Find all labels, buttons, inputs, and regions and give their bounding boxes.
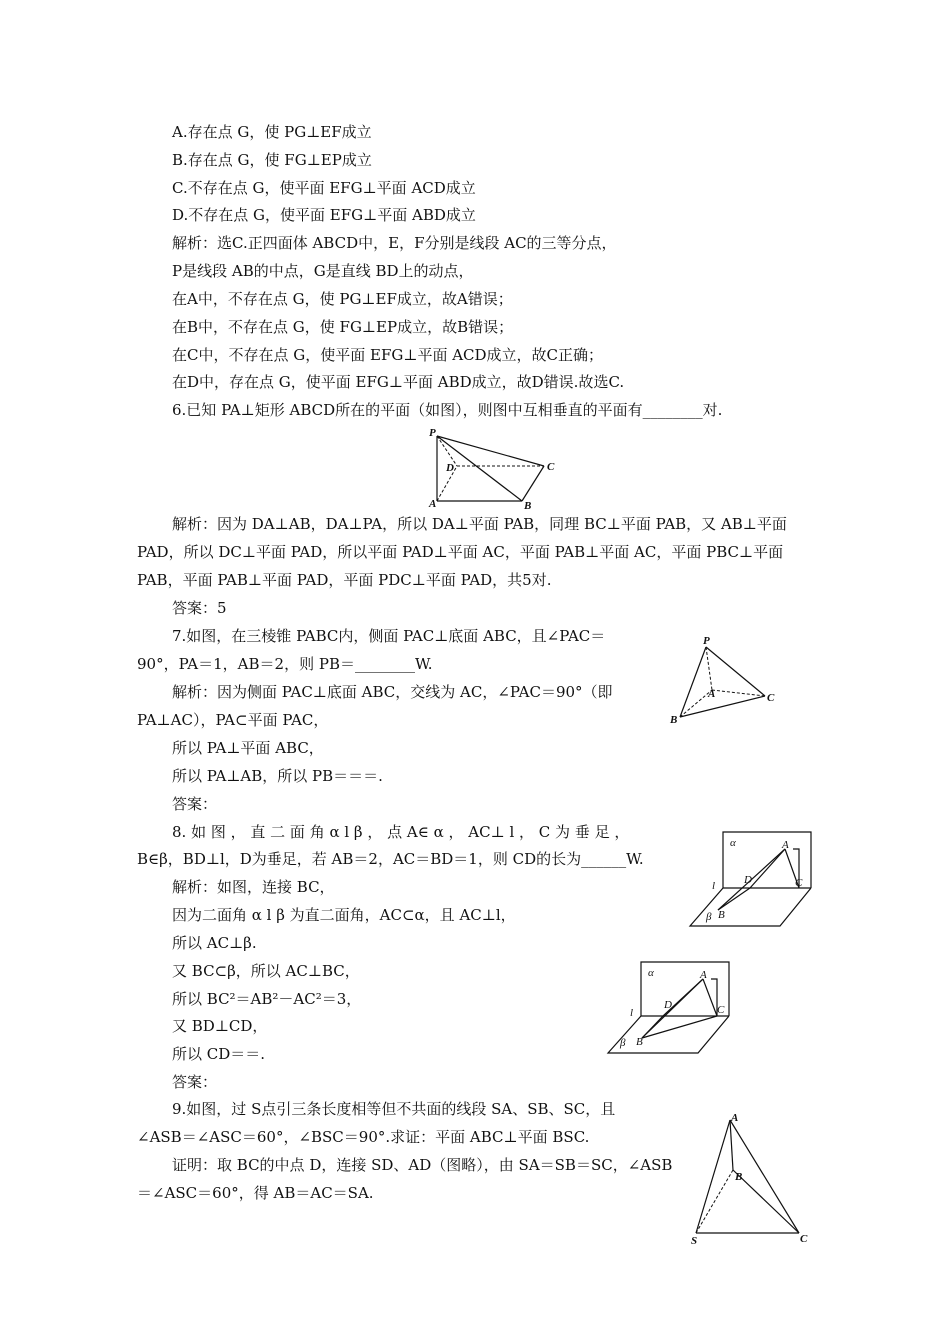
figure-rect-pyramid bbox=[420, 426, 560, 512]
text-line: PAB，平面 PAB⊥平面 PAD，平面 PDC⊥平面 PAD，共5对. bbox=[137, 571, 552, 589]
text-line: PA⊥AC），PA⊂平面 PAC， bbox=[137, 711, 329, 729]
point-label: A bbox=[708, 688, 716, 700]
text-line: 所以 AC⊥β. bbox=[172, 934, 257, 952]
point-label: P bbox=[429, 427, 436, 439]
point-label: D bbox=[744, 874, 752, 886]
text-line: P是线段 AB的中点，G是直线 BD上的动点， bbox=[172, 262, 474, 280]
text-line: 9.如图，过 S点引三条长度相等但不共面的线段 SA、SB、SC，且 bbox=[172, 1100, 616, 1118]
text-line: 又 BC⊂β，所以 AC⊥BC， bbox=[172, 962, 360, 980]
text-line: 在D中，存在点 G，使平面 EFG⊥平面 ABD成立，故D错误.故选C. bbox=[172, 373, 625, 391]
plane-label: β bbox=[620, 1037, 626, 1049]
point-label: C bbox=[767, 692, 775, 704]
text-line: 在B中，不存在点 G，使 FG⊥EP成立，故B错误； bbox=[172, 318, 514, 336]
text-line: 解析：因为 DA⊥AB，DA⊥PA，所以 DA⊥平面 PAB，同理 BC⊥平面 PAB，又 AB⊥平面 bbox=[172, 515, 787, 533]
point-label: C bbox=[795, 877, 803, 889]
point-label: C bbox=[717, 1004, 725, 1016]
point-label: D bbox=[664, 999, 672, 1011]
text-line: ＝∠ASC＝60°，得 AB＝AC＝SA. bbox=[137, 1184, 374, 1202]
point-label: S bbox=[691, 1235, 698, 1247]
text-line: 6.已知 PA⊥矩形 ABCD所在的平面（如图），则图中互相垂直的平面有________对. bbox=[172, 401, 723, 419]
text-line: B.存在点 G，使 FG⊥EP成立 bbox=[172, 151, 372, 169]
point-label: B bbox=[670, 714, 678, 726]
text-line: 又 BD⊥CD， bbox=[172, 1017, 268, 1035]
text-line: 证明：取 BC的中点 D，连接 SD、AD（图略），由 SA＝SB＝SC，∠ASB bbox=[172, 1156, 673, 1174]
point-label: B bbox=[524, 500, 532, 512]
point-label: D bbox=[446, 462, 454, 474]
text-line: C.不存在点 G，使平面 EFG⊥平面 ACD成立 bbox=[172, 179, 476, 197]
point-label: P bbox=[703, 635, 710, 647]
point-label: A bbox=[429, 498, 437, 510]
text-line: 解析：选C.正四面体 ABCD中，E，F分别是线段 AC的三等分点， bbox=[172, 234, 617, 252]
point-label: B bbox=[718, 909, 725, 921]
text-line: 解析：因为侧面 PAC⊥底面 ABC，交线为 AC，∠PAC＝90°（即 bbox=[172, 683, 613, 701]
text-line: 所以 BC²＝AB²－AC²＝3， bbox=[172, 990, 362, 1008]
text-line: 答案：5 bbox=[172, 599, 227, 617]
text-line: 答案： bbox=[172, 1073, 218, 1091]
line-label: l bbox=[630, 1007, 634, 1019]
figure-dihedral-angle-solution bbox=[606, 958, 752, 1058]
text-line: B∈β，BD⊥l，D为垂足，若 AB＝2，AC＝BD＝1，则 CD的长为______W. bbox=[137, 850, 644, 868]
text-line: A.存在点 G，使 PG⊥EF成立 bbox=[172, 123, 372, 141]
figure-triangular-pyramid bbox=[668, 634, 780, 728]
point-label: A bbox=[731, 1112, 739, 1124]
plane-label: α bbox=[730, 837, 736, 849]
text-line: 90°，PA＝1，AB＝2，则 PB＝________W. bbox=[137, 655, 433, 673]
point-label: A bbox=[782, 839, 789, 851]
point-label: C bbox=[547, 461, 555, 473]
text-line: 8. 如 图 ， 直 二 面 角 α l β ， 点 A∈ α ， AC⊥ l ， C 为 垂 足 ， bbox=[172, 823, 630, 841]
text-line: D.不存在点 G，使平面 EFG⊥平面 ABD成立 bbox=[172, 206, 476, 224]
point-label: A bbox=[700, 969, 707, 981]
text-line: 在A中，不存在点 G，使 PG⊥EF成立，故A错误； bbox=[172, 290, 513, 308]
plane-label: β bbox=[706, 911, 712, 923]
text-line: 答案： bbox=[172, 795, 218, 813]
figure-dihedral-angle bbox=[688, 828, 834, 932]
line-label: l bbox=[712, 880, 716, 892]
text-line: 因为二面角 α l β 为直二面角，AC⊂α，且 AC⊥l， bbox=[172, 906, 516, 924]
text-line: 解析：如图，连接 BC， bbox=[172, 878, 335, 896]
text-line: 7.如图，在三棱锥 PABC内，侧面 PAC⊥底面 ABC，且∠PAC＝ bbox=[172, 627, 606, 645]
text-line: 所以 PA⊥平面 ABC， bbox=[172, 739, 324, 757]
point-label: B bbox=[636, 1036, 643, 1048]
figure-tetrahedron-sabc bbox=[686, 1108, 816, 1248]
text-line: 所以 CD＝＝. bbox=[172, 1045, 266, 1063]
plane-label: α bbox=[648, 967, 654, 979]
point-label: B bbox=[735, 1171, 743, 1183]
text-line: PAD，所以 DC⊥平面 PAD，所以平面 PAD⊥平面 AC，平面 PAB⊥平面 AC，平面 PBC⊥平面 bbox=[137, 543, 784, 561]
text-line: ∠ASB＝∠ASC＝60°，∠BSC＝90°.求证：平面 ABC⊥平面 BSC. bbox=[137, 1128, 590, 1146]
text-line: 在C中，不存在点 G，使平面 EFG⊥平面 ACD成立，故C正确； bbox=[172, 346, 604, 364]
text-line: 所以 PA⊥AB，所以 PB＝＝＝. bbox=[172, 767, 383, 785]
point-label: C bbox=[800, 1233, 808, 1245]
